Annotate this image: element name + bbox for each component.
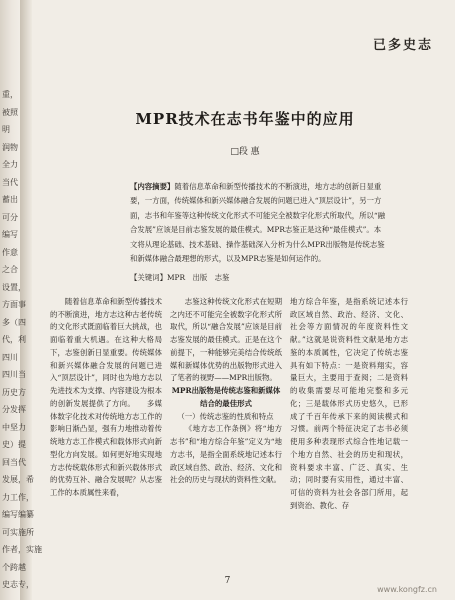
body-paragraph: 《地方志工作条例》将“地方志书”和“地方综合年鉴”定义为“地方志书，是指全面系统地记述本行政区域自然、政治、经济、文化和社会的历史与现状的资料性文献。 xyxy=(170,424,282,485)
previous-page-line: 作者，实施 xyxy=(2,545,42,554)
previous-page-line: 方面事 xyxy=(2,300,26,309)
body-paragraph: 随着信息革命和新型传播技术的不断演进，地方志这种古老传统的文化形式既面临着巨大挑战，也面临着重大机遇。在这种大格局下，志鉴创新日显重要。传统媒体和新兴媒体融合发展的问题已进入“顶层设计”，同时也为地方志以先进技术为支撑、内容建设为根本的创新发展提供了方向。 多媒体数字化技术对传统地方志工作的影响日渐凸显，强有力地推动着传统地方志工作模式和载体形式向新型化方向发展。如何更好地实现地方志传统载体形式和新兴载体形式的优势互补、融合发展呢？从志鉴工作的本质属性来看， xyxy=(50,297,162,498)
previous-page-line: 可分 xyxy=(2,212,18,222)
abstract-label: 【内容摘要】 xyxy=(130,182,175,191)
abstract xyxy=(130,180,388,267)
abstract-text: 随着信息革命和新型传播技术的不断演进，地方志的创新日显重要，一方面，传统媒体和新兴媒体融合发展的问题已进入“顶层设计”，另一方面，志书和年鉴等这种传统文化形式不可能完全被数字化形式所取代，所以“融合发展”应该是目前志鉴发展的最佳模式。MPR志鉴正是这种“最佳模式”。本文将从理论基础、技术基础、操作基础深入分析为什么MPR出版物是传统志鉴和新媒体融合最理想的形式，以及MPR志鉴是如何运作的。 xyxy=(130,182,386,264)
previous-page-line: 可实施所 xyxy=(2,527,34,537)
previous-page-line: 回当代 xyxy=(2,457,26,467)
subsection-heading: （一）传统志鉴的性质和特点 xyxy=(177,411,274,421)
previous-page-line: 编写编纂 xyxy=(2,510,34,519)
body-column-middle xyxy=(170,296,282,487)
previous-page-line: 历史方 xyxy=(2,387,26,397)
page-number: 7 xyxy=(224,576,231,586)
body-paragraph: 志鉴这种传统文化形式在短期之内还不可能完全被数字化形式所取代，所以“融合发展”应该是目前志鉴发展的最佳模式。正是在这个前提下，一种能够完美结合传统纸媒和新媒体优势的出版物形式进入了笔者的视野——MPR出版物。 xyxy=(170,297,282,383)
keywords: 【关键词】MPR 出版 志鉴 xyxy=(130,273,230,282)
watermark: www.kongfz.cn xyxy=(377,585,437,594)
previous-page-line: 史）提 xyxy=(2,440,26,449)
previous-page-line: 分发挥 xyxy=(2,405,26,414)
article-author: □段 惠 xyxy=(230,147,260,157)
previous-page-line: 多（四 xyxy=(2,317,26,327)
previous-page-line: 设置， xyxy=(2,282,26,292)
body-column-right xyxy=(290,296,408,512)
previous-page-line: 重， xyxy=(2,90,18,99)
previous-page-line: 中坚力 xyxy=(2,422,26,432)
previous-page-line: 之合 xyxy=(2,265,18,274)
previous-page-line: 力工作， xyxy=(2,492,34,502)
body-column-left xyxy=(50,296,162,500)
body-paragraph: 地方综合年鉴，是指系统记述本行政区域自然、政治、经济、文化、社会等方面情况的年度资料性文献。”这就是说资料性文献是地方志鉴的本质属性，它决定了传统志鉴具有如下特点：一是资料翔实，容量巨大，主要用于查阅；二是资料的收集需要尽可能地完整和多元化；三是载体形式历史悠久，已形成了千百年传承下来的阅读模式和习惯。前两个特征决定了志书必须使用多种表现形式综合性地记载一个地方自然、社会的历史和现状，资料要求丰富、广泛、真实、生动；同时要有实用性，通过丰富、可信的资料为社会各部门所用，起到资治、教化、存 xyxy=(290,297,408,510)
column-label: 已多史志 xyxy=(372,38,433,53)
previous-page-line: 四川当 xyxy=(2,370,26,379)
previous-page-line: 史志专， xyxy=(2,580,34,589)
previous-page-line: 发展，希 xyxy=(2,475,34,484)
section-heading: MPR出版物是传统志鉴和新媒体结合的最佳形式 xyxy=(171,386,281,408)
previous-page-line: 蓄出 xyxy=(2,195,18,204)
previous-page-line: 明 xyxy=(2,125,10,134)
previous-page-line: 作意 xyxy=(2,247,18,257)
previous-page-line: 被照 xyxy=(2,107,18,117)
previous-page-line: 当代 xyxy=(2,177,18,187)
previous-page-line: 编写 xyxy=(2,230,18,239)
previous-page-line: 润物 xyxy=(2,142,18,152)
previous-page-line: 代，利 xyxy=(2,335,26,344)
previous-page-line: 个跨越 xyxy=(2,562,26,572)
previous-page-line: 全力 xyxy=(2,160,18,169)
article-title: MPR技术在志书年鉴中的应用 xyxy=(135,110,355,128)
previous-page-line: 四川 xyxy=(2,352,18,362)
